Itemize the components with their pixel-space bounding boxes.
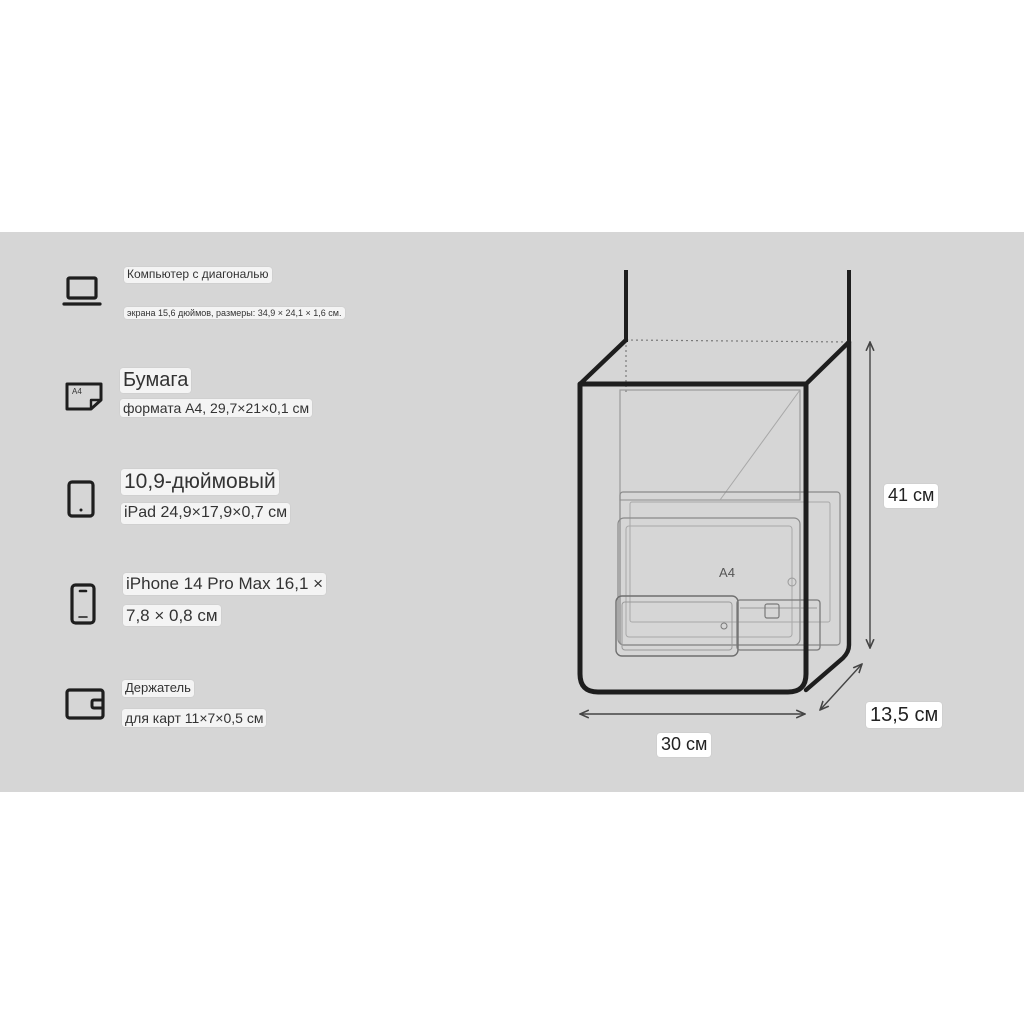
card-holder-icon (64, 687, 106, 721)
tablet-icon (66, 479, 96, 519)
paper-subtitle: формата A4, 29,7×21×0,1 см (120, 399, 312, 417)
a4-sheet-outline (620, 390, 800, 500)
bag-front-face (580, 384, 806, 692)
paper-title: Бумага (120, 368, 191, 393)
paper-caption (120, 368, 312, 418)
phone-subtitle: 7,8 × 0,8 см (123, 605, 221, 627)
ipad-outline (618, 518, 800, 645)
tablet-title: 10,9-дюймовый (121, 469, 279, 495)
phone-caption (123, 573, 326, 626)
iphone-outline (616, 596, 738, 656)
bag-back-top-edge (626, 340, 849, 342)
card-holder-subtitle: для карт 11×7×0,5 см (122, 709, 266, 727)
laptop-subtitle: экрана 15,6 дюймов, размеры: 34,9 × 24,1 × 1,6 см. (124, 307, 345, 319)
laptop-caption (124, 265, 345, 321)
tablet-caption (121, 469, 290, 524)
laptop-icon (62, 273, 102, 311)
phone-title: iPhone 14 Pro Max 16,1 × (123, 573, 326, 595)
bag-top-right-edge (806, 342, 849, 384)
laptop-title: Компьютер с диагональю (124, 267, 272, 283)
inner-a4-label: A4 (719, 565, 735, 580)
paper-sheet-icon-label: A4 (72, 387, 82, 396)
card-holder-title: Держатель (122, 680, 194, 697)
bag-top-left-edge (580, 340, 626, 384)
bag-side-face (806, 342, 849, 690)
width-dimension-label: 30 см (657, 733, 711, 757)
tablet-subtitle: iPad 24,9×17,9×0,7 см (121, 503, 290, 523)
depth-dimension-label: 13,5 см (866, 702, 942, 728)
card-holder-caption (122, 679, 266, 728)
capacity-panel (0, 232, 1024, 792)
phone-icon (68, 582, 98, 626)
height-dimension-label: 41 см (884, 484, 938, 508)
paper-sheet-icon (64, 381, 104, 411)
